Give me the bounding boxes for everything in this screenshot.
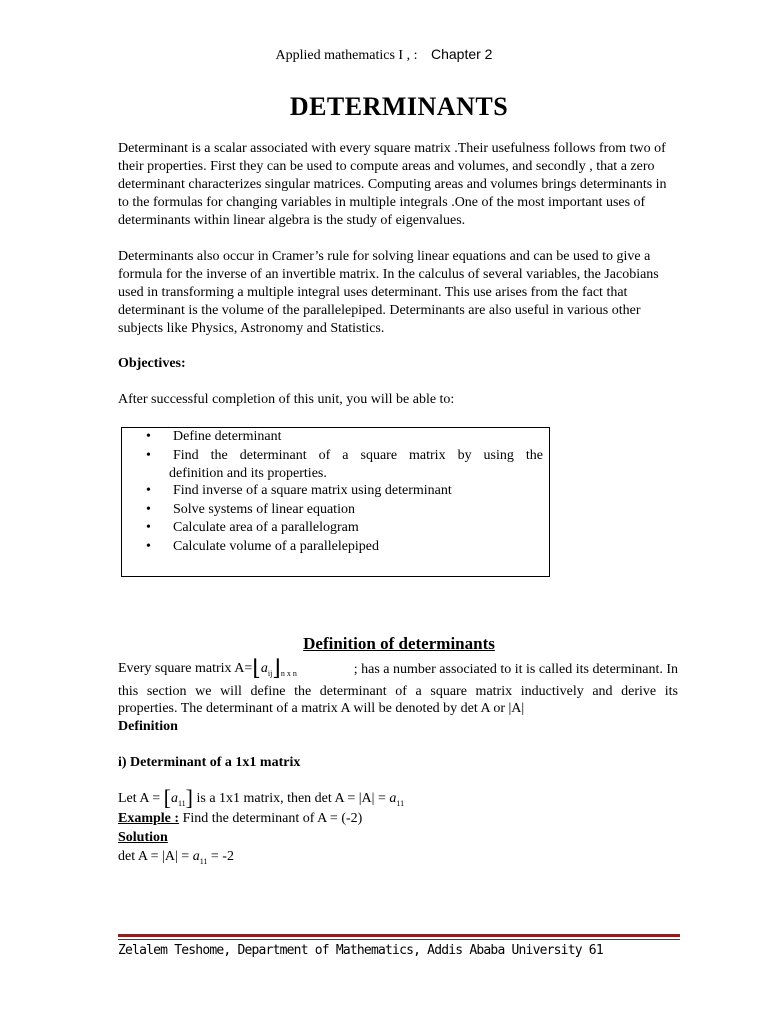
definition-text-a: Every square matrix A= xyxy=(118,661,253,677)
let-text-b: is a 1x1 matrix, then det A = |A| = xyxy=(192,791,390,806)
matrix-size-subscript: n x n xyxy=(280,669,297,678)
solution-line xyxy=(118,849,678,866)
objectives-list xyxy=(122,428,549,556)
det-text-b: = -2 xyxy=(207,849,234,864)
entry-subscript: 11 xyxy=(396,798,405,808)
example-line xyxy=(118,811,678,827)
definition-line-1 xyxy=(118,655,678,681)
intro-paragraph-2: Determinants also occur in Cramer’s rule for solving linear equations and can be used to give a formula for the inverse of an invertible matrix. In the calculus of several variables, the Jacobians used in transforming a multiple integral uses determinant. This use arises from the fact that determinant is the volume of the parallelepiped. Determinants are also useful in various other subjects like Physics, Astronomy and Statistics. xyxy=(118,249,659,336)
definition-label: Definition xyxy=(118,719,178,734)
definition-line-1-start xyxy=(118,655,297,681)
let-text-a: Let A = xyxy=(118,791,164,806)
entry-subscript: 11 xyxy=(177,798,186,808)
objective-item: • Calculate volume of a parallelepiped xyxy=(122,538,549,557)
example-text: Find the determinant of A = (-2) xyxy=(179,811,363,826)
right-bracket-icon: ] xyxy=(185,785,193,810)
footer-rule-thick xyxy=(118,934,680,937)
objective-item: • Find inverse of a square matrix using determinant xyxy=(122,482,549,501)
course-name: Applied mathematics I , : xyxy=(275,48,418,63)
let-statement xyxy=(118,785,678,810)
chapter-label: Chapter 2 xyxy=(430,46,493,62)
definition-line-2: this section we will define the determinant of a square matrix inductively and derive its xyxy=(118,684,678,699)
entry-symbol: a xyxy=(170,791,178,806)
objective-item: • Define determinant xyxy=(122,428,549,447)
example-label: Example : xyxy=(118,811,180,826)
definition-line-3: properties. The determinant of a matrix A will be denoted by det A or |A| xyxy=(118,701,525,716)
intro-paragraph-1: Determinant is a scalar associated with every square matrix .Their usefulness follows from two of their properties. First they can be used to compute areas and volumes, and secondly , that a zero determinant characterizes singular matrices. Computing areas and volumes brings determinants in to the formulas for changing variables in multiple integrals .One of the most important uses of determinants within linear algebra is the study of eigenvalues. xyxy=(118,141,667,228)
objectives-lead: After successful completion of this unit, you will be able to: xyxy=(118,392,455,407)
entry-symbol: a xyxy=(389,791,397,806)
det-text-a: det A = |A| = xyxy=(118,849,193,864)
objectives-box xyxy=(121,427,550,577)
objective-item-continuation: definition and its properties. xyxy=(169,466,327,481)
page-footer: Zelalem Teshome, Department of Mathematics, Addis Ababa University 61 xyxy=(118,943,603,958)
right-bracket-icon: ⌋ xyxy=(272,655,281,681)
entry-symbol: a xyxy=(192,849,200,864)
objectives-heading: Objectives: xyxy=(118,356,186,371)
solution-label: Solution xyxy=(118,830,168,845)
left-bracket-icon: [ xyxy=(163,785,171,810)
footer-rule-thin xyxy=(118,939,680,940)
objective-item: • Solve systems of linear equation xyxy=(122,501,549,520)
page-header xyxy=(0,46,768,64)
definition-heading: Definition of determinants xyxy=(303,634,495,653)
matrix-entry-subscript: ij xyxy=(267,669,273,678)
subsection-heading: i) Determinant of a 1x1 matrix xyxy=(118,755,301,770)
entry-subscript: 11 xyxy=(199,856,208,866)
left-bracket-icon: ⌊ xyxy=(252,655,261,681)
matrix-entry-symbol: a xyxy=(260,661,268,677)
definition-text-b: ; has a number associated to it is called its determinant. In xyxy=(353,662,678,677)
objective-item: • Find the determinant of a square matrix by using the xyxy=(122,447,549,466)
objective-item: • Calculate area of a parallelogram xyxy=(122,519,549,538)
page-title: DETERMINANTS xyxy=(289,92,509,121)
